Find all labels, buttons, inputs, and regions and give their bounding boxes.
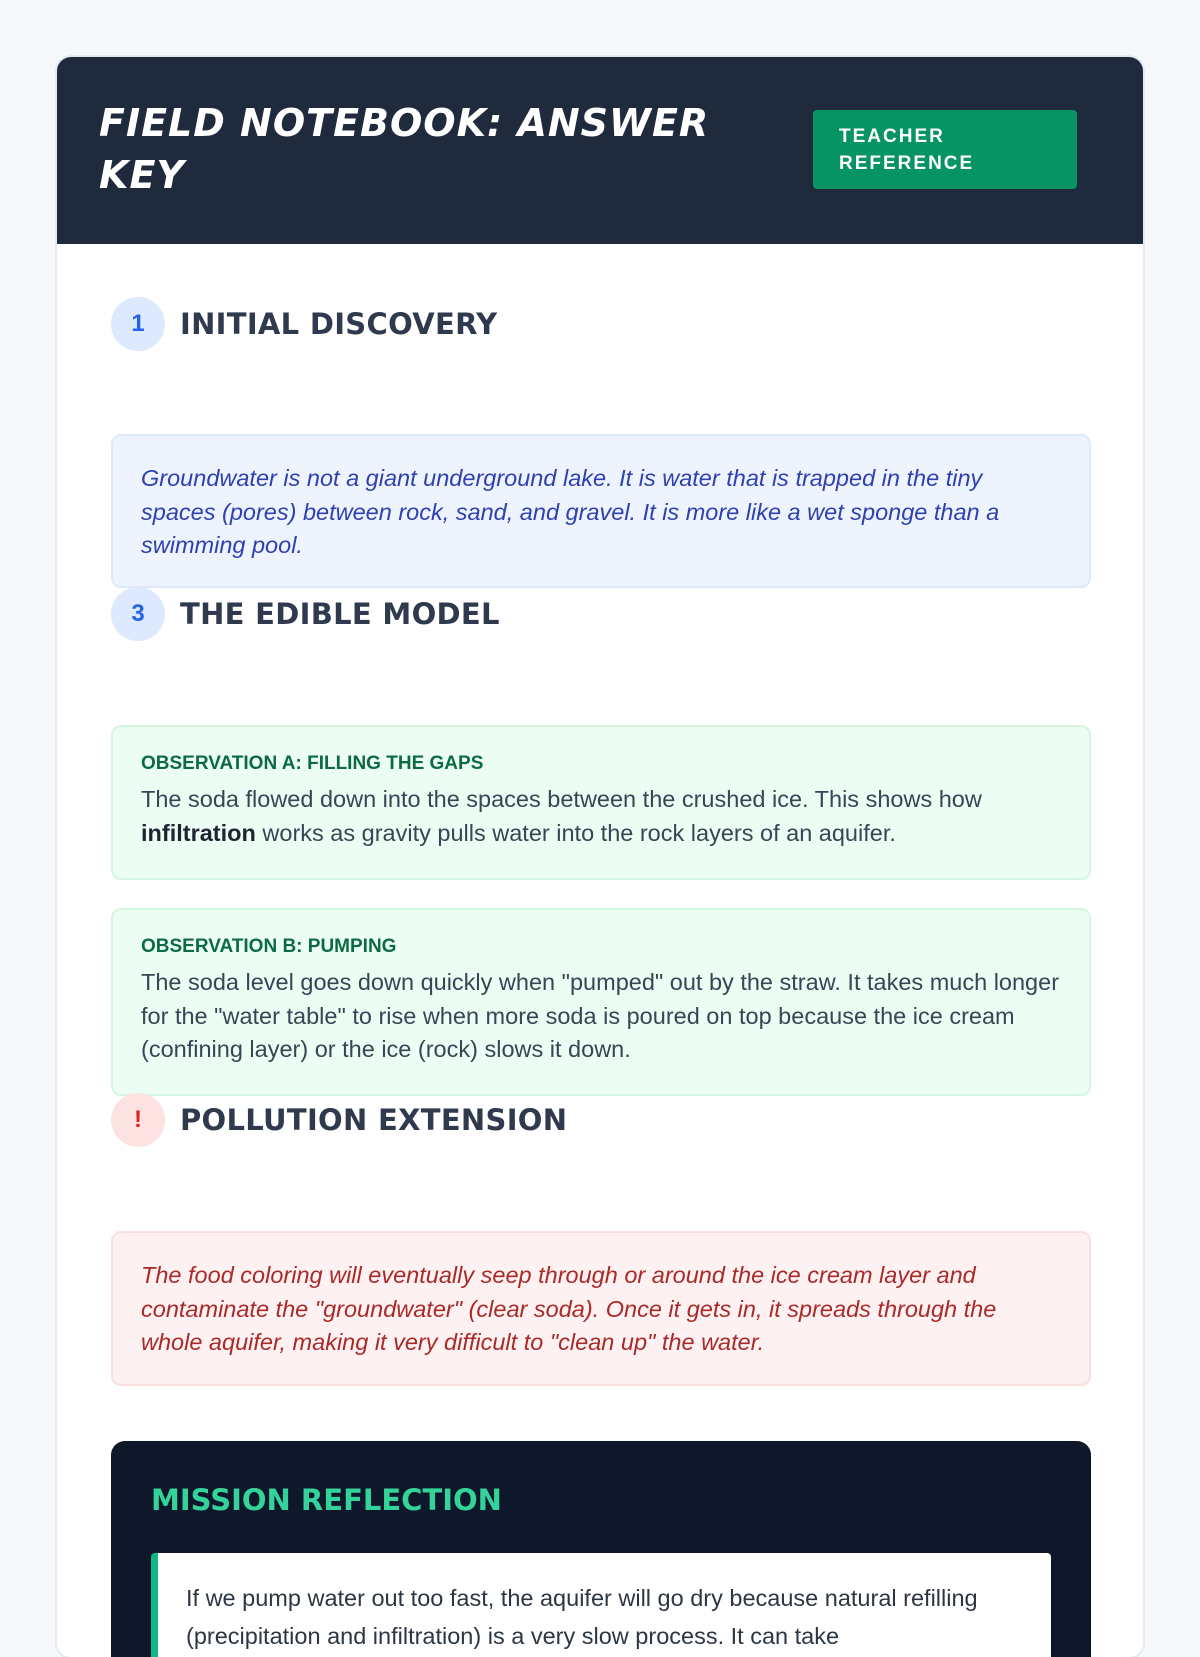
mission-reflection-panel [111, 1441, 1091, 1657]
teacher-reference-badge: TEACHER REFERENCE [813, 110, 1077, 189]
observation-b-text: The soda level goes down quickly when "pumped" out by the straw. It takes much longer for the "water table" to rise when more soda is poured on top because the ice cream (confining layer) or the ice (rock) slows it down. [141, 969, 1060, 1062]
observation-a-text: The soda flowed down into the spaces between the crushed ice. This shows how infiltration works as gravity pulls water into the rock layers of an aquifer. [141, 786, 982, 846]
answer-key-card [57, 57, 1143, 1657]
alert-icon: ! [111, 1093, 165, 1147]
observation-a-box [111, 725, 1091, 880]
initial-discovery-answer: Groundwater is not a giant underground lake. It is water that is trapped in the tiny spaces (pores) between rock, sand, and gravel. It is more like a wet sponge than a swimming pool. [141, 465, 1000, 558]
observation-a-label: OBSERVATION A: FILLING THE GAPS [141, 753, 484, 774]
section-initial-discovery-heading [111, 297, 497, 351]
section-pollution-extension-heading [111, 1093, 567, 1147]
observation-b-box [111, 908, 1091, 1096]
section-number-badge: 3 [111, 587, 165, 641]
section-title: THE EDIBLE MODEL [180, 597, 500, 631]
reflection-title: MISSION REFLECTION [151, 1483, 502, 1517]
pollution-answer-box [111, 1231, 1091, 1386]
section-number-badge: 1 [111, 297, 165, 351]
section-title: INITIAL DISCOVERY [180, 307, 498, 341]
infiltration-term: infiltration [141, 819, 256, 846]
notebook-header [57, 57, 1143, 244]
page-title: FIELD NOTEBOOK: ANSWER KEY [99, 101, 710, 197]
observation-b-label: OBSERVATION B: PUMPING [141, 936, 397, 957]
reflection-answer-box [151, 1553, 1051, 1657]
section-title: POLLUTION EXTENSION [180, 1103, 568, 1137]
initial-discovery-answer-box [111, 434, 1091, 588]
pollution-answer: The food coloring will eventually seep through or around the ice cream layer and contaminate the "groundwater" (clear soda). Once it gets in, it spreads through the whole aquifer, making it very difficult to "clean up" the water. [141, 1262, 997, 1355]
reflection-answer: If we pump water out too fast, the aquifer will go dry because natural refilling (precipitation and infiltration) is a very slow process. It can take [186, 1585, 978, 1649]
section-edible-model-heading [111, 587, 500, 641]
